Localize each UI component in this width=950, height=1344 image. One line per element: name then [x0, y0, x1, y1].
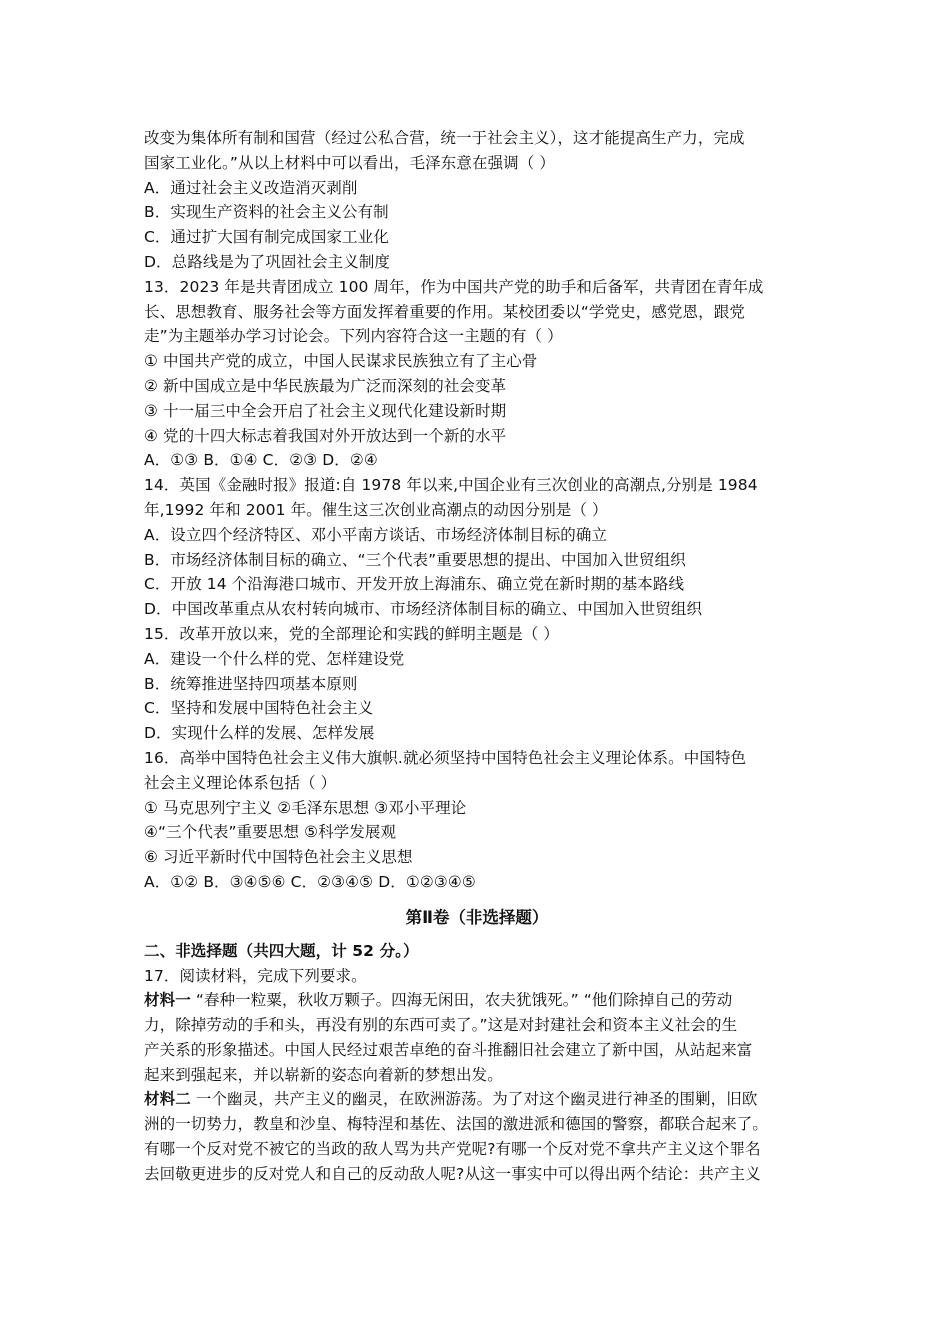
statement-line: ③ 十一届三中全会开启了社会主义现代化建设新时期 — [144, 401, 507, 420]
text-line: 改变为集体所有制和国营（经过公私合营，统一于社会主义），这才能提高生产力，完成 — [144, 129, 745, 147]
material-1-text: “春种一粒粟，秋收万颗子。四海无闲田，农夫犹饿死。” “他们除掉自己的劳动 — [190, 991, 733, 1010]
option-line: B．实现生产资料的社会主义公有制 — [144, 203, 389, 222]
option-line: D．实现什么样的发展、怎样发展 — [144, 724, 375, 743]
statement-line: ④“三个代表”重要思想 ⑤科学发展观 — [144, 823, 397, 842]
text-line: 有哪一个反对党不被它的当政的敌人骂为共产党呢?有哪一个反对党不拿共产主义这个罪名 — [144, 1140, 761, 1159]
text-line: 国家工业化。”从以上材料中可以看出，毛泽东意在强调（ ） — [144, 153, 556, 172]
material-2-line — [144, 1087, 810, 1112]
text-line: 年,1992 年和 2001 年。催生这三次创业高潮点的动因分别是（ ） — [144, 500, 608, 519]
option-line: A．通过社会主义改造消灭剥削 — [144, 178, 358, 197]
question-16: 16．高举中国特色社会主义伟大旗帜.就必须坚持中国特色社会主义理论体系。中国特色 — [144, 748, 747, 767]
option-line: C．坚持和发展中国特色社会主义 — [144, 699, 374, 718]
text-line: 起来到强起来，并以崭新的姿态向着新的梦想出发。 — [144, 1065, 503, 1084]
statement-line: ① 马克思列宁主义 ②毛泽东思想 ③邓小平理论 — [144, 798, 467, 817]
questions-block — [144, 126, 810, 895]
statement-line: ② 新中国成立是中华民族最为广泛而深刻的社会变革 — [144, 376, 507, 395]
material-1-line — [144, 988, 810, 1013]
material-1-label: 材料一 — [144, 991, 191, 1010]
option-line: A．①② B．③④⑤⑥ C．②③④⑤ D．①②③④⑤ — [144, 872, 476, 891]
text-line: 社会主义理论体系包括（ ） — [144, 773, 337, 792]
part2-heading: 二、非选择题（共四大题，计 52 分。） — [144, 941, 419, 960]
question-17: 17．阅读材料，完成下列要求。 — [144, 966, 367, 985]
part2-block — [144, 939, 810, 1187]
question-13: 13．2023 年是共青团成立 100 周年，作为中国共产党的助手和后备军，共青团在青年成 — [144, 277, 764, 296]
option-line: D．总路线是为了巩固社会主义制度 — [144, 252, 391, 271]
text-line: 去回敬更进步的反对党人和自己的反动敌人呢?从这一事实中可以得出两个结论：共产主义 — [144, 1164, 761, 1183]
text-line: 力，除掉劳动的手和头，再没有别的东西可卖了。”这是对封建社会和资本主义社会的生 — [144, 1016, 738, 1035]
option-line: C．通过扩大国有制完成国家工业化 — [144, 228, 389, 247]
option-line: A．建设一个什么样的党、怎样建设党 — [144, 649, 405, 668]
question-14: 14．英国《金融时报》报道:自 1978 年以来,中国企业有三次创业的高潮点,分别是 1984 — [144, 476, 758, 495]
text-line: 产关系的形象描述。中国人民经过艰苦卓绝的奋斗推翻旧社会建立了新中国，从站起来富 — [144, 1040, 753, 1059]
text-line: 走”为主题举办学习讨论会。下列内容符合这一主题的有（ ） — [144, 327, 563, 346]
material-2-text: 一个幽灵，共产主义的幽灵，在欧洲游荡。为了对这个幽灵进行神圣的围剿，旧欧 — [190, 1090, 758, 1109]
statement-line: ① 中国共产党的成立，中国人民谋求民族独立有了主心骨 — [144, 352, 538, 371]
material-2-label: 材料二 — [144, 1090, 191, 1109]
text-line: 洲的一切势力，教皇和沙皇、梅特涅和基佐、法国的激进派和德国的警察，都联合起来了。 — [144, 1115, 769, 1134]
question-15: 15．改革开放以来，党的全部理论和实践的鲜明主题是（ ） — [144, 624, 559, 643]
statement-line: ④ 党的十四大标志着我国对外开放达到一个新的水平 — [144, 426, 507, 445]
option-line: A．①③ B．①④ C．②③ D．②④ — [144, 451, 378, 470]
option-line: B．统筹推进坚持四项基本原则 — [144, 674, 358, 693]
statement-line: ⑥ 习近平新时代中国特色社会主义思想 — [144, 848, 413, 867]
option-line: D．中国改革重点从农村转向城市、市场经济体制目标的确立、中国加入世贸组织 — [144, 600, 703, 619]
exam-page — [144, 126, 810, 1187]
option-line: C．开放 14 个沿海港口城市、开发开放上海浦东、确立党在新时期的基本路线 — [144, 575, 685, 594]
option-line: B．市场经济体制目标的确立、“三个代表”重要思想的提出、中国加入世贸组织 — [144, 550, 686, 569]
text-line: 长、思想教育、服务社会等方面发挥着重要的作用。某校团委以“学党史，感党恩，跟党 — [144, 302, 745, 321]
option-line: A．设立四个经济特区、邓小平南方谈话、市场经济体制目标的确立 — [144, 525, 608, 544]
section-title: 第Ⅱ卷（非选择题） — [405, 907, 549, 927]
